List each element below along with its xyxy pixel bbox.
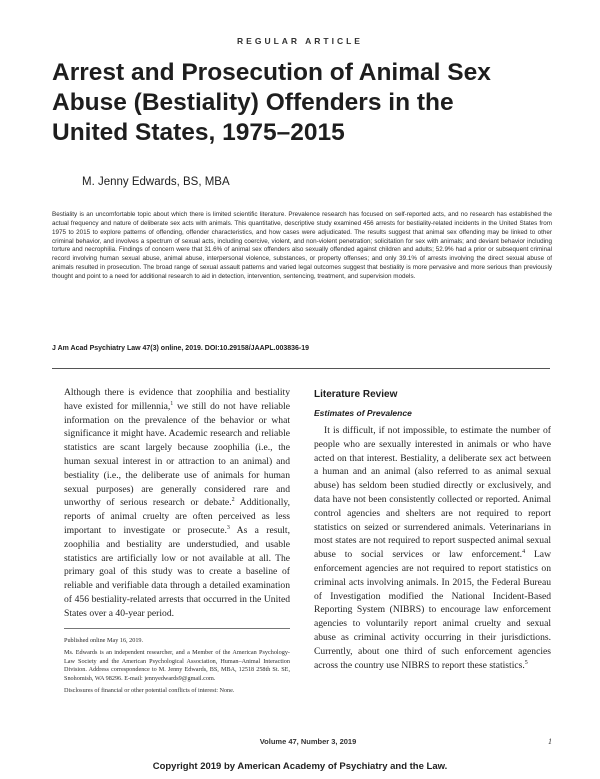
copyright-notice: Copyright 2019 by American Academy of Psychiatry and the Law. (152, 761, 448, 772)
disclosures-note: Disclosures of financial or other potential conflicts of interest: None. (64, 687, 235, 695)
footnote-divider (64, 628, 290, 629)
reference-marker[interactable]: 5 (524, 659, 528, 666)
right-column (314, 389, 551, 672)
section-divider (52, 368, 550, 369)
journal-issue: Volume 47, Number 3, 2019 (259, 737, 357, 746)
author-byline: M. Jenny Edwards, BS, MBA (82, 176, 230, 188)
footnotes (64, 637, 290, 699)
prevalence-paragraph (314, 424, 551, 672)
prevalence-text-part: Law enforcement agencies are not required to report statistics on criminal acts involving animals. In 2015, the Federal Bureau of Investigation modified the National Incident-Based Reporting System (NIBRS) to encourage law enforcement agencies to voluntarily report animal cruelty and sexual abuse as criminal activity occurring in their jurisdictions. Currently, about one third of such enforcement agencies across the country use NIBRS to report these statistics. (314, 549, 551, 671)
reference-marker[interactable]: 4 (522, 548, 526, 555)
reference-marker[interactable]: 2 (231, 497, 235, 504)
prevalence-text-part: It is difficult, if not impossible, to estimate the number of people who are sexually interested in animals or who have acted on that interest. Bestiality, a deliberate sex act between a human and an animal (also referred to as animal sexual abuse) has seldom been studied directly or exclusively, and data have not been consistently collected or reported. Animal control agencies and shelters are not required to report statistics on seized or surrendered animals. Veterinarians in most states are not required to report suspected animal sexual abuse to social services or law enforcement. (314, 425, 551, 561)
journal-citation: J Am Acad Psychiatry Law 47(3) online, 2019. DOI:10.29158/JAAPL.003836-19 (52, 345, 310, 352)
reference-marker[interactable]: 1 (170, 400, 174, 407)
article-type-label: REGULAR ARTICLE (237, 36, 363, 46)
intro-text-part: we still do not have reliable information on the prevalence of the behavior or what significance it might have. Academic research and reliable statistics are scant largely because zoophilia (i.e., the human sexual interest in or attraction to an animal) and bestiality (i.e., the deliberate use of animals for human sexual purposes) are generally considered rare and unworthy of serious research or debate. (64, 400, 290, 509)
abstract: Bestiality is an uncomfortable topic about which there is limited scientific literature. Prevalence research has focused on self-reported acts, and no research has established the actual frequency and nature of deliberate sex acts with animals. This quantitative, descriptive study examined 456 arrests for bestiality-related incidents in the United States from 1975 to 2015 to explore patterns of offending, offender characteristics, and how cases were adjudicated. The results suggest that animal sex offending may be linked to other criminal behavior, and involves a spectrum of sexual acts, including coercive, violent, and non-violent penetration; solicitation for sex with animals; and deviant behavior including torture and necrophilia. Findings of concern were that 31.6% of animal sex offenders also sexually offended against children and adults; 52.9% had a prior or subsequent criminal record involving human sexual abuse, animal abuse, interpersonal violence, substances, or property offenses; and only 39.1% of arrests involving the direct sexual abuse of animals resulted in prosecution. The broad range of sexual assault patterns and varied legal outcomes suggest that bestiality is more pervasive and more serious than previously thought and point to a need for additional research to aid in detection, intervention, sentencing, treatment, and supervision models. (52, 211, 552, 280)
reference-marker[interactable]: 3 (226, 524, 230, 531)
section-heading: Literature Review (314, 389, 398, 400)
page-footer (64, 737, 552, 749)
author-note: Ms. Edwards is an independent researcher, and a Member of the American Psychology-Law Society and the American Psychological Association, Human–Animal Interaction Division. Address correspondence to M. Jenny Edwards, BS, MBA, 12518 258th St. SE, Snohomish, WA 98296. E-mail: jennyedwards9@gmail.com. (64, 649, 290, 682)
intro-text-part: Although there is evidence that zoophilia and bestiality have existed for millennia, (64, 387, 290, 412)
subsection-heading: Estimates of Prevalence (314, 408, 412, 418)
left-column (64, 386, 290, 621)
published-date-note: Published online May 16, 2019. (64, 637, 144, 644)
page-number: 1 (548, 737, 552, 746)
intro-text-part: Additionally, reports of animal cruelty are often perceived as less important to investigate or prosecute. (64, 497, 290, 536)
intro-paragraph (64, 386, 290, 621)
article-title: Arrest and Prosecution of Animal Sex Abuse (Bestiality) Offenders in the United States, 1975–2015 (52, 59, 491, 146)
intro-text-part: As a result, zoophilia and bestiality are understudied, and usable statistics are artificially low or not available at all. The primary goal of this study was to create a baseline of reliable and verifiable data through a detailed examination of 456 bestiality-related arrests that occurred in the United States over a 40-year period. (64, 524, 290, 619)
